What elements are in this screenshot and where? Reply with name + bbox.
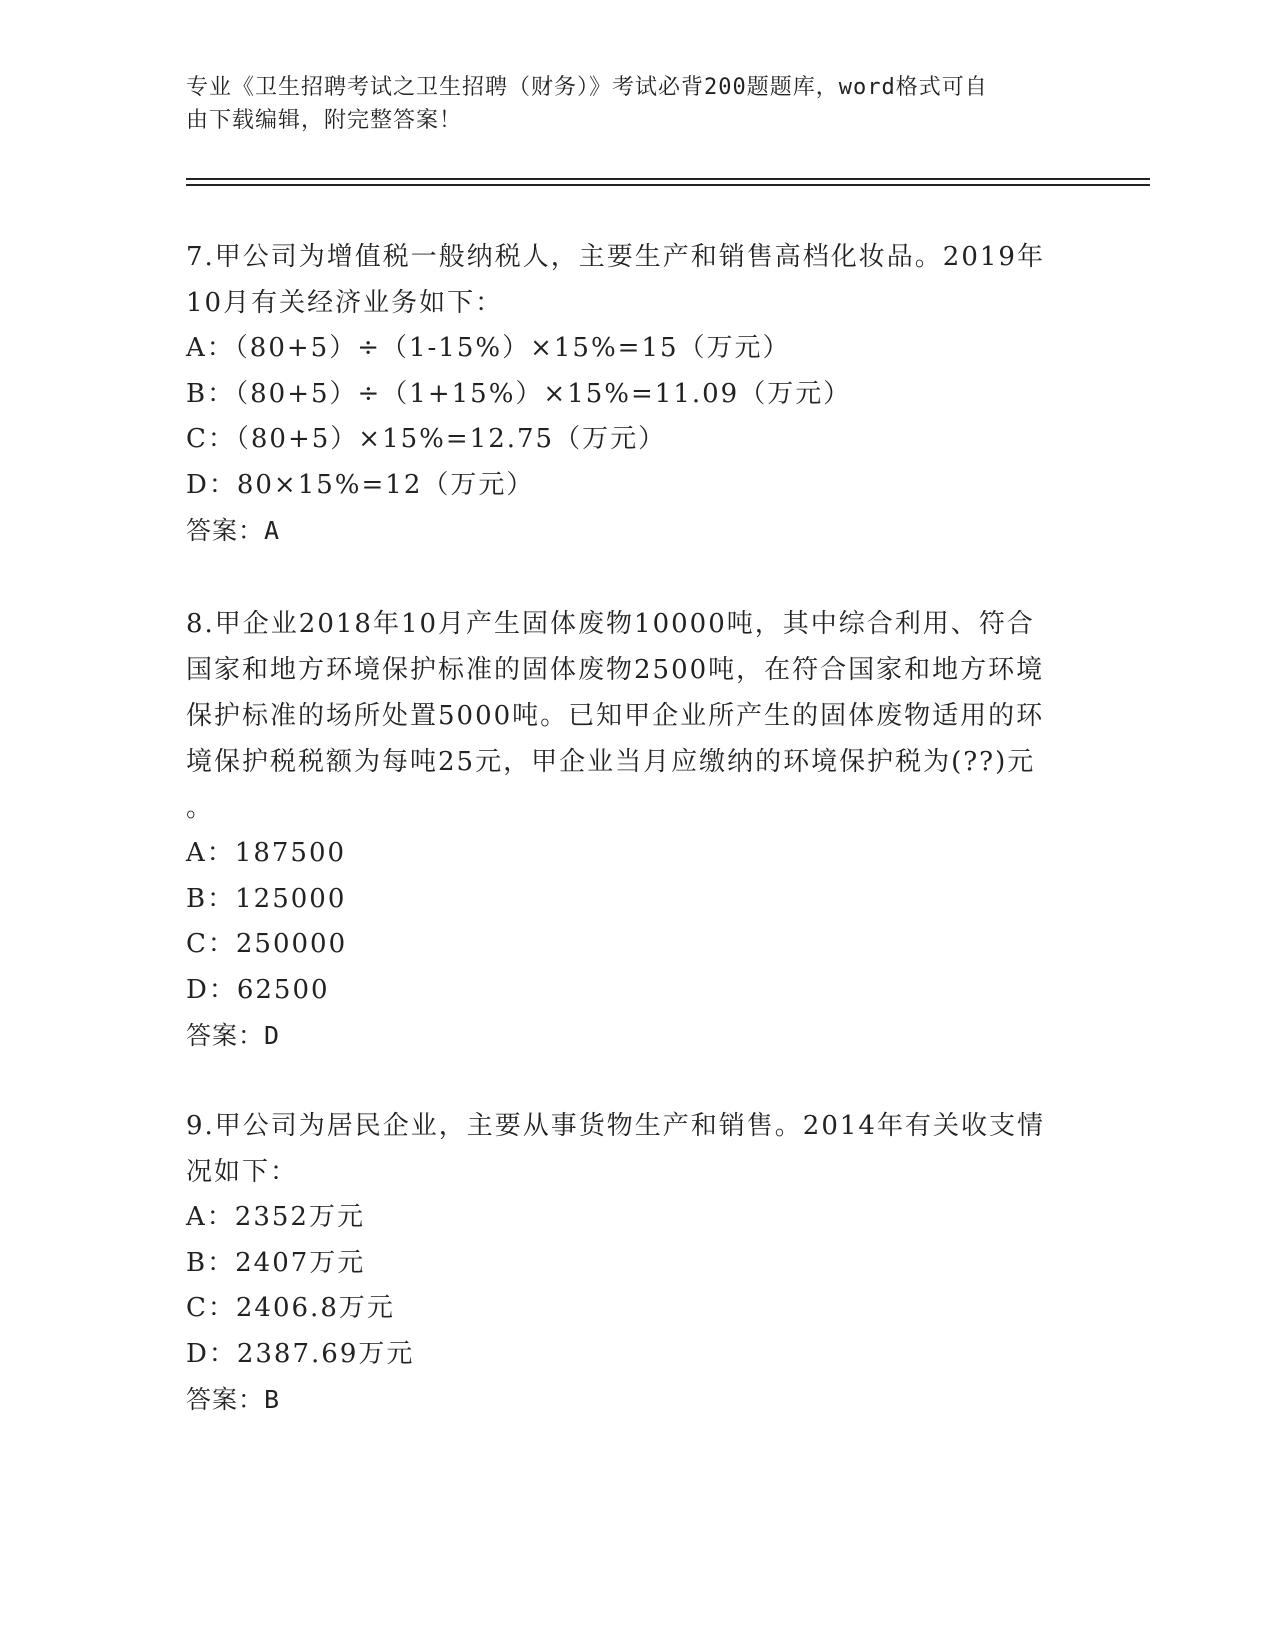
question-8 bbox=[186, 601, 1086, 1059]
question-9 bbox=[186, 1103, 1086, 1423]
question-stem-line: 10月有关经济业务如下： bbox=[186, 288, 504, 318]
option-d: D：2387.69万元 bbox=[186, 1338, 415, 1369]
question-stem-line: 境保护税税额为每吨25元，甲企业当月应缴纳的环境保护税为(??)元 bbox=[186, 747, 1036, 777]
question-stem-line: 8.甲企业2018年10月产生固体废物10000吨，其中综合利用、符合 bbox=[186, 609, 1035, 639]
question-7 bbox=[186, 234, 1086, 554]
option-b: B：（80+5）÷（1+15%）×15%=11.09（万元） bbox=[186, 378, 852, 409]
header-divider-top bbox=[186, 178, 1150, 180]
header-line-1: 专业《卫生招聘考试之卫生招聘（财务）》考试必背200题题库，word格式可自 bbox=[186, 75, 988, 100]
question-stem-line: 况如下： bbox=[186, 1157, 299, 1187]
answer: 答案：D bbox=[186, 1021, 281, 1050]
header-divider-bottom bbox=[186, 184, 1150, 186]
question-stem-line: 。 bbox=[186, 793, 215, 823]
question-stem-line: 保护标准的场所处置5000吨。已知甲企业所产生的固体废物适用的环 bbox=[186, 701, 1045, 731]
answer: 答案：A bbox=[186, 516, 281, 545]
option-d: D：62500 bbox=[186, 974, 330, 1005]
option-d: D：80×15%=12（万元） bbox=[186, 469, 535, 500]
option-c: C：2406.8万元 bbox=[186, 1293, 395, 1323]
option-c: C：（80+5）×15%=12.75（万元） bbox=[186, 424, 667, 454]
answer: 答案：B bbox=[186, 1385, 281, 1414]
option-c: C：250000 bbox=[186, 929, 348, 959]
question-stem-line: 国家和地方环境保护标准的固体废物2500吨，在符合国家和地方环境 bbox=[186, 655, 1045, 685]
option-a: A：187500 bbox=[186, 838, 347, 868]
option-a: A：2352万元 bbox=[186, 1202, 365, 1232]
option-b: B：2407万元 bbox=[186, 1247, 366, 1278]
document-header bbox=[186, 71, 1066, 137]
header-line-2: 由下载编辑，附完整答案！ bbox=[186, 108, 463, 133]
question-stem-line: 9.甲公司为居民企业，主要从事货物生产和销售。2014年有关收支情 bbox=[186, 1111, 1045, 1141]
option-a: A：（80+5）÷（1-15%）×15%=15（万元） bbox=[186, 333, 791, 363]
option-b: B：125000 bbox=[186, 883, 347, 914]
question-stem-line: 7.甲公司为增值税一般纳税人，主要生产和销售高档化妆品。2019年 bbox=[186, 242, 1045, 272]
